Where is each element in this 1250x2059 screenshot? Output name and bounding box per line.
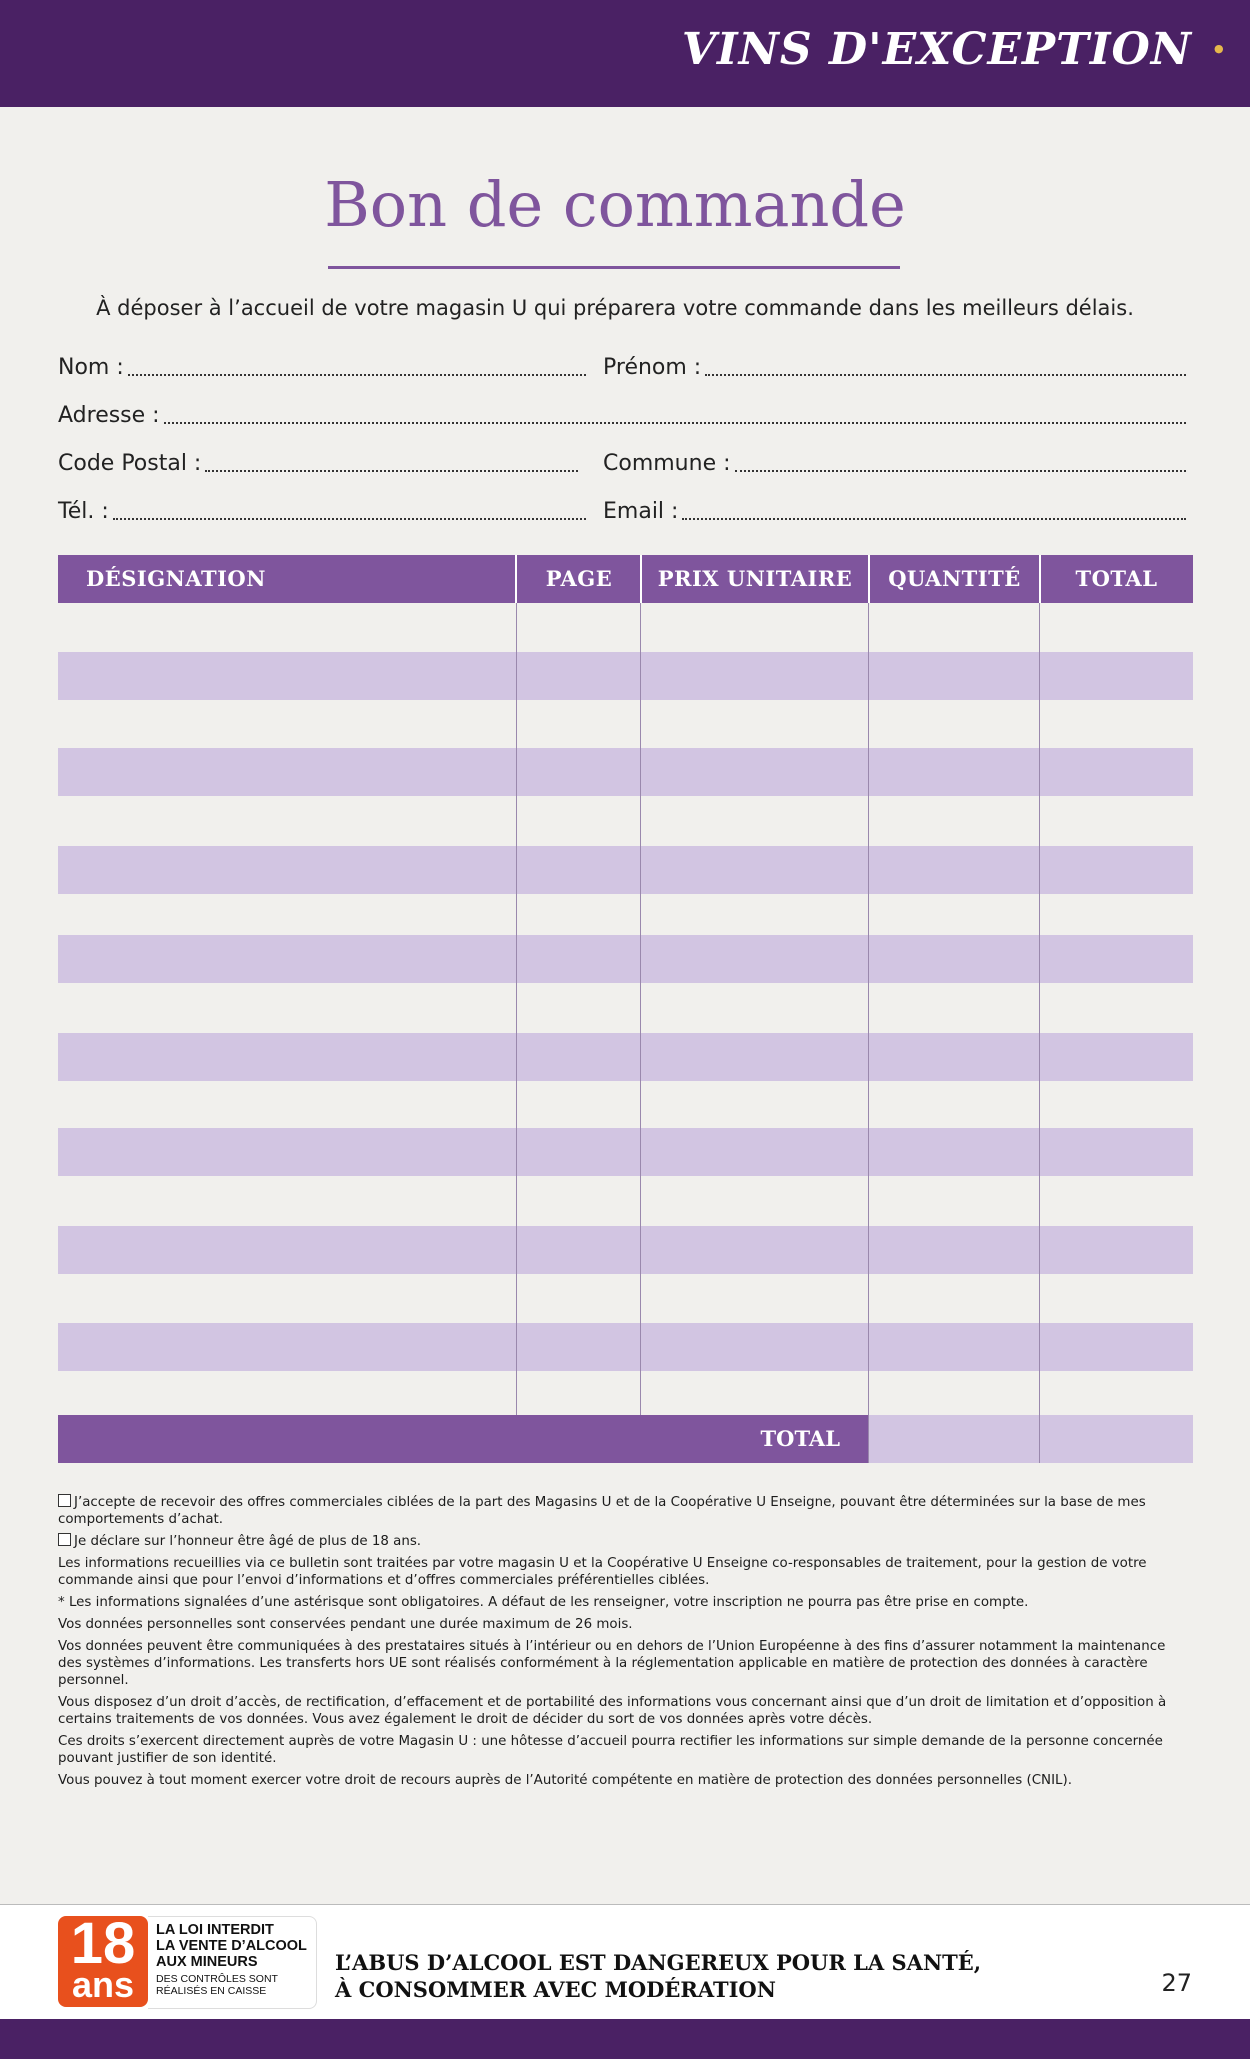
controls-line: DES CONTRÔLES SONT [156, 1973, 278, 1985]
nom-input-line[interactable] [128, 354, 586, 376]
email-field[interactable] [603, 494, 1186, 524]
law-line: LA LOI INTERDIT [156, 1922, 274, 1938]
commune-input-line[interactable] [735, 450, 1186, 472]
column-divider [868, 603, 869, 1463]
law-line: LA VENTE D’ALCOOL [156, 1938, 307, 1954]
nom-field[interactable] [58, 350, 586, 380]
age-number: 18 [70, 1911, 136, 1976]
brand-title: VINS D'EXCEPTION [681, 24, 1192, 75]
prenom-input-line[interactable] [705, 354, 1186, 376]
legal-notice [58, 1494, 1193, 1794]
table-row[interactable] [58, 748, 1193, 796]
table-row[interactable] [58, 652, 1193, 700]
intro-text: À déposer à l’accueil de votre magasin U qui préparera votre commande dans les meilleurs délais. [96, 296, 1134, 320]
health-warning [335, 1949, 981, 2003]
nom-label: Nom : [58, 355, 124, 380]
age-unit: ans [71, 1964, 135, 2005]
tel-label: Tél. : [58, 499, 109, 524]
law-line: AUX MINEURS [156, 1954, 258, 1970]
total-quantite-cell[interactable] [869, 1415, 1039, 1463]
consent-age-checkbox[interactable] [58, 1533, 71, 1546]
adresse-input-line[interactable] [164, 402, 1186, 424]
page-number: 27 [1161, 1969, 1192, 1997]
table-row[interactable] [58, 1033, 1193, 1081]
total-amount-cell[interactable] [1040, 1415, 1193, 1463]
age-18-badge [58, 1911, 148, 2007]
commune-field[interactable] [603, 446, 1186, 476]
adresse-label: Adresse : [58, 403, 160, 428]
column-divider [516, 603, 517, 1463]
warning-line: L’ABUS D’ALCOOL EST DANGEREUX POUR LA SANTÉ, [335, 1950, 982, 1975]
commune-label: Commune : [603, 451, 731, 476]
prenom-field[interactable] [603, 350, 1186, 380]
footer [0, 1905, 1250, 2019]
total-label: TOTAL [760, 1426, 840, 1451]
col-header-designation: DÉSIGNATION [86, 566, 266, 591]
legal-paragraph: Vous pouvez à tout moment exercer votre droit de recours auprès de l’Autorité compétente en matière de protection des données personnelles (CNIL). [58, 1773, 1072, 1788]
column-divider [1039, 603, 1040, 1463]
header-separator [1039, 555, 1041, 603]
code-postal-field[interactable] [58, 446, 578, 476]
legal-paragraph: Les informations recueillies via ce bulletin sont traitées par votre magasin U et la Coopérative U Enseigne co-responsables de traitement, pour la gestion de votre commande ainsi que pour l’envoi d’informations et d’offres commerciales préférentielles ciblées. [58, 1556, 1147, 1588]
order-table [58, 555, 1193, 1463]
legal-paragraph: * Les informations signalées d’une astérisque sont obligatoires. A défaut de les renseigner, votre inscription ne pourra pas être prise en compte. [58, 1595, 1029, 1610]
warning-line: À CONSOMMER AVEC MODÉRATION [335, 1977, 776, 2002]
adresse-field[interactable] [58, 398, 1186, 428]
table-row[interactable] [58, 1323, 1193, 1371]
code-postal-label: Code Postal : [58, 451, 202, 476]
email-label: Email : [603, 499, 679, 524]
law-text [156, 1922, 316, 1970]
tel-field[interactable] [58, 494, 586, 524]
page-title: Bon de commande [324, 168, 906, 241]
consent-offers-checkbox[interactable] [58, 1494, 71, 1507]
tel-input-line[interactable] [113, 498, 586, 520]
header-separator [515, 555, 517, 603]
legal-paragraph: Vos données peuvent être communiquées à des prestataires situés à l’intérieur ou en dehors de l’Union Européenne à des fins d’assurer notamment la maintenance des systèmes d’informations. Les transferts hors UE sont réalisés conformément à la réglementation applicable en matière de protection des données à caractère personnel. [58, 1639, 1166, 1688]
table-header [58, 555, 1193, 603]
table-row[interactable] [58, 846, 1193, 894]
col-header-total: TOTAL [1075, 566, 1158, 591]
consent-offers-text: J’accepte de recevoir des offres commerciales ciblées de la part des Magasins U et de la Coopérative U Enseigne, pouvant être déterminées sur la base de mes comportements d’achat. [58, 1495, 1146, 1527]
header-separator [640, 555, 642, 603]
code-postal-input-line[interactable] [205, 450, 578, 472]
col-header-quantite: QUANTITÉ [888, 566, 1021, 591]
table-row[interactable] [58, 935, 1193, 983]
col-header-prix-unitaire: PRIX UNITAIRE [657, 566, 853, 591]
total-row [58, 1415, 868, 1463]
col-header-page: PAGE [545, 566, 613, 591]
email-input-line[interactable] [682, 498, 1186, 520]
prenom-label: Prénom : [603, 355, 702, 380]
bottom-bar [0, 2019, 1250, 2059]
consent-age-text: Je déclare sur l’honneur être âgé de plus de 18 ans. [74, 1534, 422, 1549]
legal-paragraph: Ces droits s’exercent directement auprès de votre Magasin U : une hôtesse d’accueil pourra rectifier les informations sur simple demande de la personne concernée pouvant justifier de son identité. [58, 1734, 1163, 1766]
header-separator [868, 555, 870, 603]
title-underline [328, 266, 900, 269]
column-divider [640, 603, 641, 1463]
table-row[interactable] [58, 1128, 1193, 1176]
table-row[interactable] [58, 1226, 1193, 1274]
header-banner [0, 0, 1250, 107]
legal-paragraph: Vous disposez d’un droit d’accès, de rectification, d’effacement et de portabilité des informations vous concernant ainsi que d’un droit de limitation et d’opposition à certains traitements de vos données. Vous avez également le droit de décider du sort de vos données après votre décès. [58, 1695, 1167, 1727]
controls-line: RÉALISÉS EN CAISSE [156, 1985, 267, 1997]
flag-icon: ● [1214, 42, 1224, 55]
controls-text [156, 1973, 316, 1997]
legal-paragraph: Vos données personnelles sont conservées pendant une durée maximum de 26 mois. [58, 1617, 633, 1632]
